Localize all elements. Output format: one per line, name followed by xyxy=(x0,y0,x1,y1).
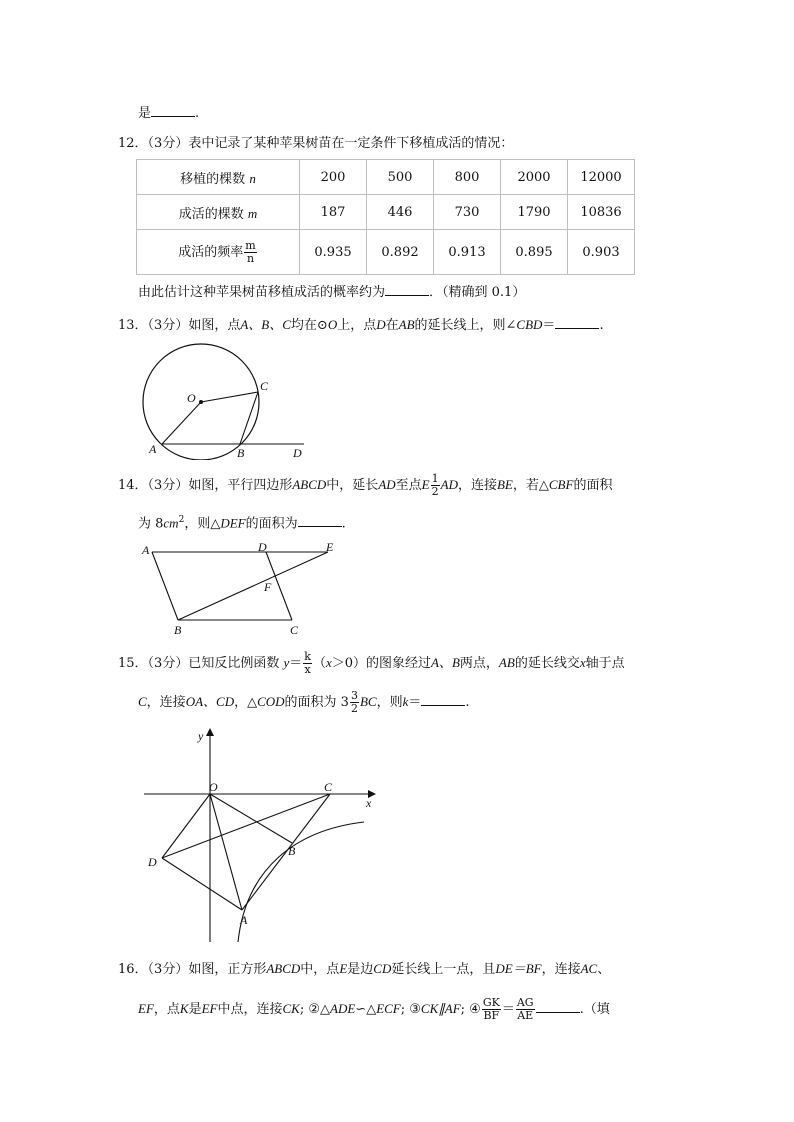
q11-tail: 是 . xyxy=(138,106,200,121)
q12-table xyxy=(136,159,635,275)
fraction: $\frac{k}{x}$ xyxy=(304,650,311,676)
q14-number: 14．（3分） xyxy=(118,478,189,493)
table-cell: 0.935 xyxy=(300,230,367,275)
label-C: C xyxy=(290,623,299,637)
label-y: y xyxy=(198,729,204,743)
q12-stem: 12．（3分）表中记录了某种苹果树苗在一定条件下移植成活的情况： xyxy=(118,136,514,151)
label-B: B xyxy=(174,623,182,637)
q12-blank xyxy=(385,283,429,296)
table-cell: 12000 xyxy=(568,160,635,195)
q14-line1: 14．（3分）如图，平行四边形ABCD中，延长AD至点E $\frac{1}{2}$ AD，连接BE，若△CBF的面积 xyxy=(118,472,613,498)
fraction: $\frac{3}{2}$ xyxy=(350,689,358,715)
q14-blank xyxy=(298,514,342,527)
q16-number: 16．（3分） xyxy=(118,962,189,977)
q16-line1: 16．（3分）如图，正方形ABCD中，点E是边CD延长线上一点，且DE＝BF，连接AC、 xyxy=(118,961,611,977)
table-cell: 0.892 xyxy=(367,230,434,275)
q13-figure xyxy=(136,340,316,460)
table-cell: 446 xyxy=(367,195,434,230)
fraction: $\frac{1}{2}$ xyxy=(431,472,439,498)
q16-blank xyxy=(536,1000,580,1013)
table-cell: 200 xyxy=(300,160,367,195)
label-O: O xyxy=(209,780,218,794)
label-F: F xyxy=(264,580,272,594)
q11-blank xyxy=(151,104,195,117)
q15-blank xyxy=(421,693,465,706)
table-cell: 730 xyxy=(434,195,501,230)
fraction: $\frac{m}{n}$ xyxy=(245,238,256,265)
fraction: $\frac{AG}{AE}$ xyxy=(516,996,534,1022)
q15-line1: 15．（3分）已知反比例函数 y＝ $\frac{k}{x}$ （x＞0）的图象经过A、B两点，AB的延长线交x轴于点 xyxy=(118,650,625,676)
label-D: D xyxy=(258,540,267,554)
q12-conclusion: 由此估计这种苹果树苗移植成活的概率约为 ．（精确到 0.1） xyxy=(138,285,526,300)
q13-number: 13．（3分） xyxy=(118,318,189,333)
q14-figure xyxy=(136,538,346,642)
table-cell: 移植的棵数 n xyxy=(137,160,300,195)
table-row xyxy=(137,160,635,195)
fraction: $\frac{GK}{BF}$ xyxy=(482,996,500,1022)
q15-figure xyxy=(136,728,386,948)
label-D: D xyxy=(293,446,302,460)
table-cell: 10836 xyxy=(568,195,635,230)
label-C: C xyxy=(260,379,269,393)
label-C: C xyxy=(324,780,333,794)
table-cell: 成活的频率 $\frac{m}{n}$ xyxy=(137,230,300,275)
label-A: A xyxy=(142,543,150,557)
table-cell: 800 xyxy=(434,160,501,195)
q13-stem: 13．（3分）如图，点A、B、C均在⊙O上，点D在AB的延长线上，则∠CBD＝ . xyxy=(118,317,604,333)
table-cell: 成活的棵数 m xyxy=(137,195,300,230)
q13-blank xyxy=(555,316,599,329)
table-cell: 1790 xyxy=(501,195,568,230)
label-O: O xyxy=(187,391,196,405)
q12-number: 12．（3分） xyxy=(118,136,189,151)
table-cell: 500 xyxy=(367,160,434,195)
q16-line2: EF，点K是EF中点，连接CK; ②△ADE∽△ECF; ③CK∥AF; ④ $\frac{GK}{BF}$ ＝ $\frac{AG}{AE}$ .（填 xyxy=(138,996,610,1022)
table-cell: 0.913 xyxy=(434,230,501,275)
table-cell: 0.903 xyxy=(568,230,635,275)
label-B: B xyxy=(237,446,245,460)
table-cell: 2000 xyxy=(501,160,568,195)
table-cell: 187 xyxy=(300,195,367,230)
label-D: D xyxy=(148,855,157,869)
label-E: E xyxy=(326,540,334,554)
label-A: A xyxy=(240,913,248,927)
q15-line2: C，连接OA、CD，△COD的面积为 3 $\frac{3}{2}$ BC，则k＝ . xyxy=(138,689,470,715)
q15-number: 15．（3分） xyxy=(118,656,189,671)
q14-line2: 为 $8cm^2$，则△DEF的面积为 . xyxy=(138,515,346,532)
table-cell: 0.895 xyxy=(501,230,568,275)
label-B: B xyxy=(288,844,296,858)
label-A: A xyxy=(149,442,157,456)
table-row xyxy=(137,195,635,230)
q11-text: 是 xyxy=(138,106,152,121)
label-x: x xyxy=(366,796,372,810)
table-row xyxy=(137,230,635,275)
